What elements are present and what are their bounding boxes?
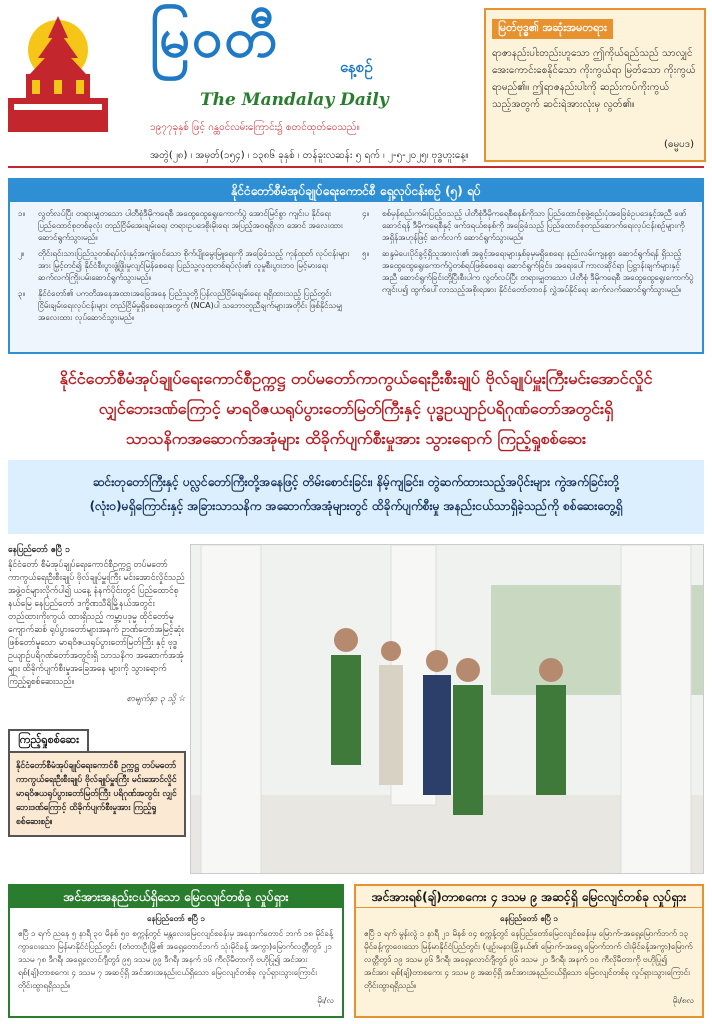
objective-item: ၁။ လွတ်လပ်ပြီး တရားမျှတသော ပါတီစုံဒီမိုကရေစီ အထွေထွေရွေးကောက်ပွဲ အောင်မြင်စွာ ကျင်းပ နိုင်ရေး ပြည်ထောင်စုတစ်ခုလုံး တည်ငြိမ်အေးချမ်းရေး တရားဥပဒေစိုးမိုးရေး အပြည့်အဝရရှိလာ အောင် အလေးထားဆောင်ရွက်သွားမည်။ bbox=[18, 209, 343, 242]
masthead-divider bbox=[8, 166, 704, 168]
motto-body: ရာဇာနည်းပါးတည်းဟူသော ဤကိုယ်ရည်သည် သာလျှင် အေးကောင်းစေနိုင်သော ကိုးကွယ်ရာ မြတ်သော ကိုးကွယ်ရာမည်၏။ ဤရာဇနည်းပါးကို ဆည်းကပ်ကိုးကွယ်သည့်အတွက် ဆင်းရဲအားလုံးမှ လွတ်၏။ bbox=[492, 48, 696, 110]
established-line: ၁၉၇၇ခုနှစ် ဖြင့် ဂန္ထဝင်လမ်းကြောင်း၌ စတင်ထုတ်ဝေသည်။ bbox=[150, 122, 360, 133]
lead-story bbox=[8, 544, 186, 706]
objective-item: ၂။ တိုင်းရင်းသားပြည်သူတစ်ရပ်လုံးနှင့်အကျုံးဝင်သော စိုက်ပျိုးမွေးမြူရေးကို အခြေခံသည့် ကုန်ထုတ် လုပ်ငန်းများအား မြှင့်တင်၍ နိုင်ငံစီးပွားဖွံ့ဖြိုးမှုလျင်မြန်စေရေး ပြည်သူ့လူထုတစ်ရပ်လုံး၏ လူမှုစီးပွားဘဝ မြင့်မားရေး ဆက်လက်ကြိုးပမ်းဆောင်ရွက်သွားမည်။ bbox=[18, 249, 350, 282]
headline-line: နိုင်ငံတော်စီမံအုပ်ချုပ်ရေးကောင်စီဥက္ကဋ္ဌ တပ်မတော်ကာကွယ်ရေးဦးစီးချုပ် ဗိုလ်ချုပ်မှူးကြီးမင်းအောင်လှိုင် bbox=[59, 369, 653, 388]
notice-title: အင်အားရစ်(ချ်)တာစကေး ၄ ဒသမ ၉ အဆင့်ရှိ မြေငလျင်တစ်ခု လှုပ်ရှား bbox=[356, 886, 702, 908]
caption-tab: ကြည့်ရှုစစ်ဆေး bbox=[8, 729, 89, 751]
notice-body: ဧပြီ ၁ ရက် ညနေ ၅ နာရီ ၃၀ မိနစ် ၅၀ စက္ကန့်တွင် မန္တလေးမြေငလျင်စခန်းမှ အနောက်တောင် ဘက် ၁၈ မိုင်ခန့်ကွာဝေးသော မြန်မာနိုင်ငံပြည်တွင်း (တံတားဦးမြို့၏ အရှေ့တောင်ဘက် သုံးမိုင်ခန့် အကွာ)မြောက်လတ္တီတွဒ် ၂၁ ဒသမ ၇၈ ဒီဂရီ၊ အရှေ့လောင်ဂျီတွဒ် ၉၅ ဒသမ ၉၉ ဒီဂရီ၊ အနက် ၁၆ ကီလိုမီတာကို ဗဟိုပြု၍ အင်အားရစ်(ချ်)တာစကေး ၄ ဒသမ ၇ အဆင့်ရှိ အင်အားအနည်းငယ်ရှိသော မြေငလျင်တစ်ခု လှုပ်ရှားသွားကြောင်း တိုင်းထွာရရှိသည်။ bbox=[18, 929, 334, 990]
notice-dateline: နေပြည်တော် ဧပြီ ၁ bbox=[146, 914, 206, 923]
earthquake-notice-2 bbox=[354, 884, 704, 1018]
objectives-title: နိုင်ငံတော်စီမံအုပ်ချုပ်ရေးကောင်စီ ရှေ့လုပ်ငန်းစဉ် (၅) ရပ် bbox=[10, 180, 702, 202]
subheadline-line: ဆင်းတုတော်ကြီးနှင့် ပလ္လင်တော်ကြီးတို့အနေဖြင့် တိမ်းစောင်းခြင်း၊ နိမ့်ကျခြင်း၊ တွဲဆက်ထားသည့်အပိုင်းများ ကွဲအက်ခြင်းတို့ bbox=[92, 475, 619, 489]
notice-body: ဧပြီ ၁ ရက် မွန်းလွဲ ၁ နာရီ ၂၁ မိနစ် ၀၄ စက္ကန့်တွင် နေပြည်တော်မြေငလျင်စခန်းမှ မြောက်-အရှေ့မြောက်ဘက် ၁၃ မိုင်ခန့်ကွာဝေးသော မြန်မာနိုင်ငံပြည်တွင်း (ပျဉ်းမနားမြို့နယ်၏ မြောက်-အရှေ့ မြောက်ဘက် ငါးမိုင်ခန့်အကွာ)မြောက်လတ္တီတွဒ် ၁၉ ဒသမ ၉၆ ဒီဂရီ၊ အရှေ့လောင်ဂျီတွဒ် ၉၆ ဒသမ ၂၁ ဒီဂရီ၊ အနက် ၁၀ ကီလိုမီတာကို ဗဟိုပြု၍ အင်အား ရစ်(ချ်)တာစကေး ၄ ဒသမ ၉ အဆင့်ရှိ အင်အားအနည်းငယ်ရှိသော မြေငလျင်တစ်ခု လှုပ်ရှားသွားကြောင်း တိုင်းထွာရရှိသည်။ bbox=[364, 929, 693, 990]
masthead bbox=[0, 0, 712, 172]
objectives-column-right bbox=[362, 208, 694, 328]
subheadline-line: (လုံးဝ)မရှိကြောင်းနှင့် အခြားသာသနိက အဆောက်အအုံများတွင် ထိခိုက်ပျက်စီးမှု အနည်းငယ်သာရှိခဲ့သည်ကို စစ်ဆေးတွေ့ရှိ bbox=[89, 499, 623, 513]
objectives-box bbox=[8, 178, 704, 354]
notice-signature: မိုး/လ bbox=[317, 996, 334, 1005]
motto-title: မြတ်ဗုဒ္ဓ၏ အဆုံးအမတရား bbox=[492, 19, 613, 39]
motto-box bbox=[484, 8, 706, 162]
headline-line: လျှင်ဘေးဒဏ်ကြောင့် မာရဝိဇယရုပ်ပွားတော်မြတ်ကြီးနှင့် ပုဒ္ဓဥယျာဉ်ပရိဂုဏ်တော်အတွင်းရှိ bbox=[98, 399, 614, 418]
issue-dateline: အတွဲ(၂၈) ၊ အမှတ်(၁၅၄) ၊ ၁၃၈၆ ခုနှစ် ၊ တန်ခူးလဆန်း ၅ ရက် ၊ ၂-၅-၂၀၂၅၊ ဗုဒ္ဓဟူးနေ့။ bbox=[150, 150, 469, 161]
objective-item: ၃။ နိုင်ငံတော်၏ ပကတိအနေအထားအခြေအနေ ပြည်သူတို့ပြန်လည်ငြိမ်းချမ်းရေး ရရှိထားသည့် ပြည်တွင်း ငြိမ်းချမ်းရေးလုပ်ငန်းများ တည်ငြိမ်မှုရှိစေရေးအတွက် (NCA)ပါ သဘောတူညီချက်များအတိုင်း ဖြစ်နိုင်သမျှ အလေးထား လုပ်ဆောင်သွားမည်။ bbox=[18, 289, 343, 322]
story-dateline: နေပြည်တော် ဧပြီ ၁ bbox=[8, 545, 70, 555]
newspaper-title-suffix: နေ့စဉ် bbox=[340, 58, 373, 76]
newspaper-title: မြဝတီ bbox=[150, 6, 279, 69]
photo-caption-box bbox=[8, 728, 186, 837]
palace-logo-icon bbox=[8, 8, 108, 138]
story-body: နိုင်ငံတော် စီမံအုပ်ချုပ်ရေးကောင်စီဥက္ကဋ္ဌ တပ်မတော် ကာကွယ်ရေးဦးစီးချုပ် ဗိုလ်ချုပ်မှူးကြီး မင်းအောင်လှိုင်သည် အဖွဲ့ဝင်များလိုက်ပါ၍ ယနေ့ နံနက်ပိုင်းတွင် ပြည်ထောင်စုနယ်မြေ နေပြည်တော် ဒက္ခိဏသီရိမြို့နယ်အတွင်း တည်ထားကိုးကွယ် ထားရှိသည့် ကမ္ဘာ့ပဒုမ္မ ထိုင်တော်မူကျောက်ဆစ် ရုပ်ပွားတော်များအနက် ဉာဏ်တော်အမြင့်ဆုံး ဖြစ်တော်မူသော မာရဝိဇယရုပ်ပွားတော်မြတ်ကြီး နှင့် ဗုဒ္ဓဥယျာဉ်ပရိဂုဏ်တော်အတွင်းရှိ သာသနိက အဆောက်အအုံများ ထိခိုက်ပျက်စီးမှုအခြေအနေ များကို သွားရောက်ကြည့်ရှုစစ်ဆေးသည်။ bbox=[8, 560, 185, 687]
notice-title: အင်အားအနည်းငယ်ရှိသော မြေငလျင်တစ်ခု လှုပ်ရှား bbox=[10, 886, 342, 908]
headline-line: သာသနိကအဆောက်အအုံများ ထိခိုက်ပျက်စီးမှုအား သွားရောက် ကြည့်ရှုစစ်ဆေး bbox=[125, 429, 587, 448]
photo-illustration bbox=[191, 545, 704, 874]
caption-body: နိုင်ငံတော်စီမံအုပ်ချုပ်ရေးကောင်စီ ဥက္ကဋ္ဌ တပ်မတော်ကာကွယ်ရေးဦးစီးချုပ် ဗိုလ်ချုပ်မှူးကြီး မင်းအောင်လှိုင် မာရဝိဇယရုပ်ပွားတော်မြတ်ကြီး ပရိဂုဏ်အတွင်း လျှင်ဘေးဒဏ်ကြောင့် ထိခိုက်ပျက်စီးမှုအား ကြည့်ရှုစစ်ဆေးစဉ်။ bbox=[8, 751, 186, 837]
objective-item: ၄။ စစ်မှန်စည်းကမ်းပြည့်ဝသည့် ပါတီစုံဒီမိုကရေစီစနစ်ကိုသာ ပြည်ထောင်စုဖွဲ့စည်းပုံအခြေခံဥပဒေနှင့်အညီ ဖော်ဆောင်ရန် ဒီမိုကရေစီနှင့် ဖက်ဒရယ်စနစ်ကို အခြေခံသည့် ပြည်ထောင်စုတည်ဆောက်ရေးလုပ်ငန်းစဉ်များကို အရှိန်အဟုန်ဖြင့် ဆက်လက် ဆောင်ရွက်သွားမည်။ bbox=[362, 209, 687, 242]
lead-photo bbox=[190, 544, 704, 874]
objectives-column-left bbox=[18, 208, 350, 328]
subheadline bbox=[8, 460, 704, 534]
newspaper-title-english: The Mandalay Daily bbox=[200, 90, 389, 110]
earthquake-notice-1 bbox=[8, 884, 344, 1018]
objective-item: ၅။ ဆန္ဒမဲပေးပိုင်ခွင့်ရှိသူအားလုံး၏ အခွင့်အရေးများနှစ်ခုမှမရှိစေရေး နည်းလမ်းကျနစွာ ဆောင်ရွက်ရန် ရှိသည့် အထွေထွေရွေးကောက်ပွဲတစ်ရပ်ဖြစ်စေရေး ဆောင်ရွက်ခြင်း၊ အရေးပေါ်ကာလဆိုင်ရာ ပြဋ္ဌာန်းချက်များနှင့်အညီ ဆောင်ရွက်ခြင်းတို့ပြီးစီးပါက လွတ်လပ်ပြီး တရားမျှတသော ပါတီစုံ ဒီမိုကရေစီ အထွေထွေရွေးကောက်ပွဲကျင်းပ၍ ထွက်ပေါ်လာသည့်အစိုးရအား နိုင်ငံတော်တာဝန် လွှဲအပ်နိုင်ရေး ဆက်လက်ဆောင်ရွက်သွားမည်။ bbox=[362, 249, 694, 294]
notice-signature: မိုး/၈လ bbox=[672, 996, 694, 1005]
story-continued: စာမျက်နှာ ၃ သို့ ☆ bbox=[126, 694, 186, 704]
motto-source: (ဓမ္မပဒ) bbox=[663, 139, 694, 150]
notice-dateline: နေပြည်တော် ဧပြီ ၁ bbox=[499, 914, 559, 923]
main-headline bbox=[8, 364, 704, 454]
